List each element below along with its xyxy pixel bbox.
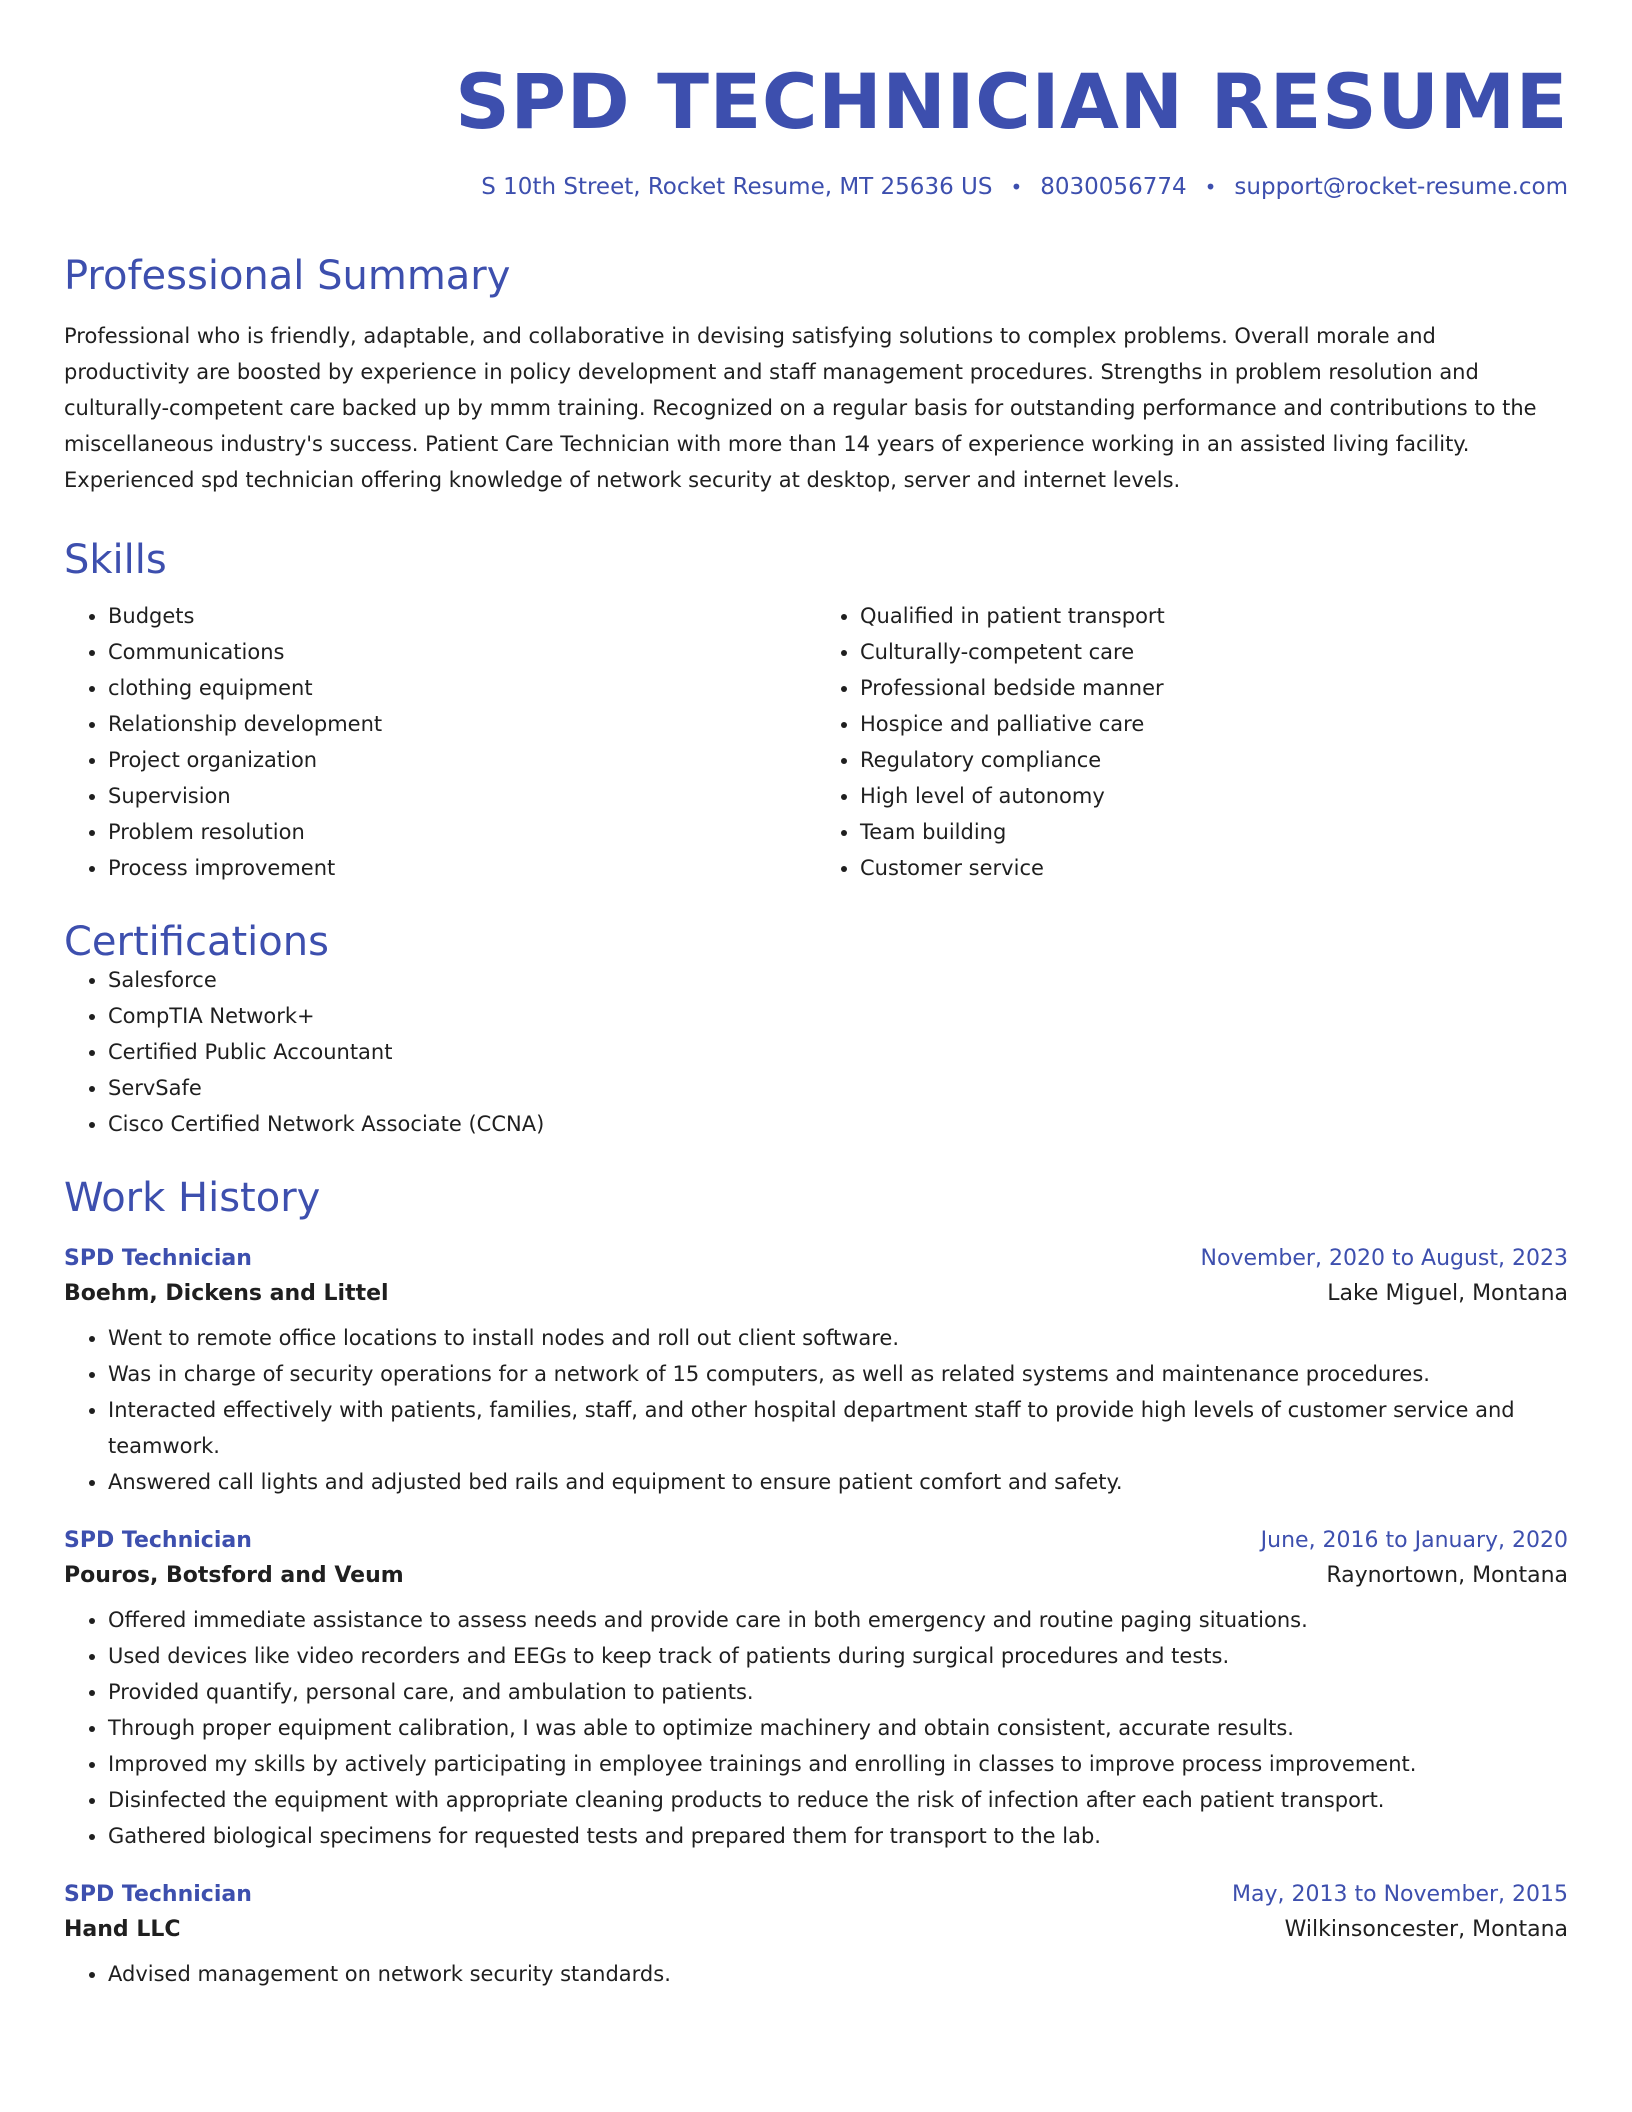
skill-item: • Team building [860, 814, 1568, 850]
job-location: Wilkinsoncester, Montana [1284, 1917, 1568, 1942]
job-bullet: • Was in charge of security operations for a network of 15 computers, as well as related systems and maintenance procedures. [108, 1356, 1568, 1392]
job-company: Boehm, Dickens and Littel [64, 1281, 389, 1306]
job-bullet: • Used devices like video recorders and EEGs to keep track of patients during surgical procedures and tests. [108, 1638, 1568, 1674]
job-header [64, 1246, 1568, 1271]
job-dates: June, 2016 to January, 2020 [1260, 1528, 1568, 1553]
certifications-heading: Certifications [64, 919, 329, 965]
contact-separator: • [1204, 175, 1217, 199]
job-location: Lake Miguel, Montana [1327, 1281, 1568, 1306]
job-dates: November, 2020 to August, 2023 [1200, 1246, 1568, 1271]
job-entry [64, 1246, 1568, 1500]
job-subheader [64, 1563, 1568, 1588]
skills-list-right [816, 598, 1568, 886]
job-subheader [64, 1281, 1568, 1306]
resume-title: SPD TECHNICIAN RESUME [455, 57, 1568, 146]
job-entry [64, 1882, 1568, 1992]
job-bullet: • Provided quantify, personal care, and ambulation to patients. [108, 1674, 1568, 1710]
job-bullets [64, 1320, 1568, 1500]
job-title: SPD Technician [64, 1882, 252, 1907]
job-header [64, 1528, 1568, 1553]
summary-heading: Professional Summary [64, 253, 511, 299]
contact-email: support@rocket-resume.com [1234, 174, 1568, 200]
certification-item: • CompTIA Network+ [108, 998, 1568, 1034]
skill-item: • Professional bedside manner [860, 670, 1568, 706]
job-location: Raynortown, Montana [1326, 1563, 1568, 1588]
skill-item: • Qualified in patient transport [860, 598, 1568, 634]
job-company: Hand LLC [64, 1917, 181, 1942]
skill-item: • Culturally-competent care [860, 634, 1568, 670]
skill-item: • Hospice and palliative care [860, 706, 1568, 742]
skill-item: • clothing equipment [108, 670, 816, 706]
job-dates: May, 2013 to November, 2015 [1232, 1882, 1568, 1907]
job-title: SPD Technician [64, 1528, 252, 1553]
resume-page [64, 0, 1568, 1992]
job-bullet: • Interacted effectively with patients, families, staff, and other hospital department staff to provide high levels of customer service and teamwork. [108, 1392, 1568, 1464]
job-bullet: • Answered call lights and adjusted bed rails and equipment to ensure patient comfort and safety. [108, 1464, 1568, 1500]
job-bullet: • Gathered biological specimens for requested tests and prepared them for transport to the lab. [108, 1818, 1568, 1854]
job-subheader [64, 1917, 1568, 1942]
job-bullet: • Improved my skills by actively participating in employee trainings and enrolling in classes to improve process improvement. [108, 1746, 1568, 1782]
skill-item: • Process improvement [108, 850, 816, 886]
skill-item: • Communications [108, 634, 816, 670]
skills-heading: Skills [64, 537, 167, 583]
skill-item: • High level of autonomy [860, 778, 1568, 814]
skill-item: • Relationship development [108, 706, 816, 742]
job-bullet: • Disinfected the equipment with appropriate cleaning products to reduce the risk of infection after each patient transport. [108, 1782, 1568, 1818]
skill-item: • Budgets [108, 598, 816, 634]
skills-list-left [64, 598, 816, 886]
job-bullet: • Went to remote office locations to install nodes and roll out client software. [108, 1320, 1568, 1356]
summary-text: Professional who is friendly, adaptable, and collaborative in devising satisfying solutions to complex problems. Overall morale and productivity are boosted by experience in policy development and staff management procedures. Strengths in problem resolution and culturally-competent care backed up by mmm training. Recognized on a regular basis for outstanding performance and contributions to the miscellaneous industry's success. Patient Care Technician with more than 14 years of experience working in an assisted living facility. Experienced spd technician offering knowledge of network security at desktop, server and internet levels. [64, 324, 1537, 492]
contact-phone: 8030056774 [1040, 174, 1187, 200]
job-bullet: • Through proper equipment calibration, I was able to optimize machinery and obtain consistent, accurate results. [108, 1710, 1568, 1746]
skill-item: • Supervision [108, 778, 816, 814]
skill-item: • Project organization [108, 742, 816, 778]
job-bullets [64, 1602, 1568, 1854]
skill-item: • Problem resolution [108, 814, 816, 850]
job-bullet: • Advised management on network security standards. [108, 1956, 1568, 1992]
contact-address: S 10th Street, Rocket Resume, MT 25636 US [481, 174, 993, 200]
job-company: Pouros, Botsford and Veum [64, 1563, 404, 1588]
contact-line [64, 174, 1568, 200]
contact-separator: • [1010, 175, 1023, 199]
certification-item: • Certified Public Accountant [108, 1034, 1568, 1070]
certification-item: • ServSafe [108, 1070, 1568, 1106]
job-header [64, 1882, 1568, 1907]
work-history-heading: Work History [64, 1175, 321, 1221]
skills-columns [64, 598, 1568, 886]
job-bullets [64, 1956, 1568, 1992]
skill-item: • Regulatory compliance [860, 742, 1568, 778]
certifications-list [64, 962, 1568, 1142]
certification-item: • Cisco Certified Network Associate (CCNA) [108, 1106, 1568, 1142]
job-entry [64, 1528, 1568, 1854]
skill-item: • Customer service [860, 850, 1568, 886]
certification-item: • Salesforce [108, 962, 1568, 998]
job-title: SPD Technician [64, 1246, 252, 1271]
job-bullet: • Offered immediate assistance to assess needs and provide care in both emergency and routine paging situations. [108, 1602, 1568, 1638]
